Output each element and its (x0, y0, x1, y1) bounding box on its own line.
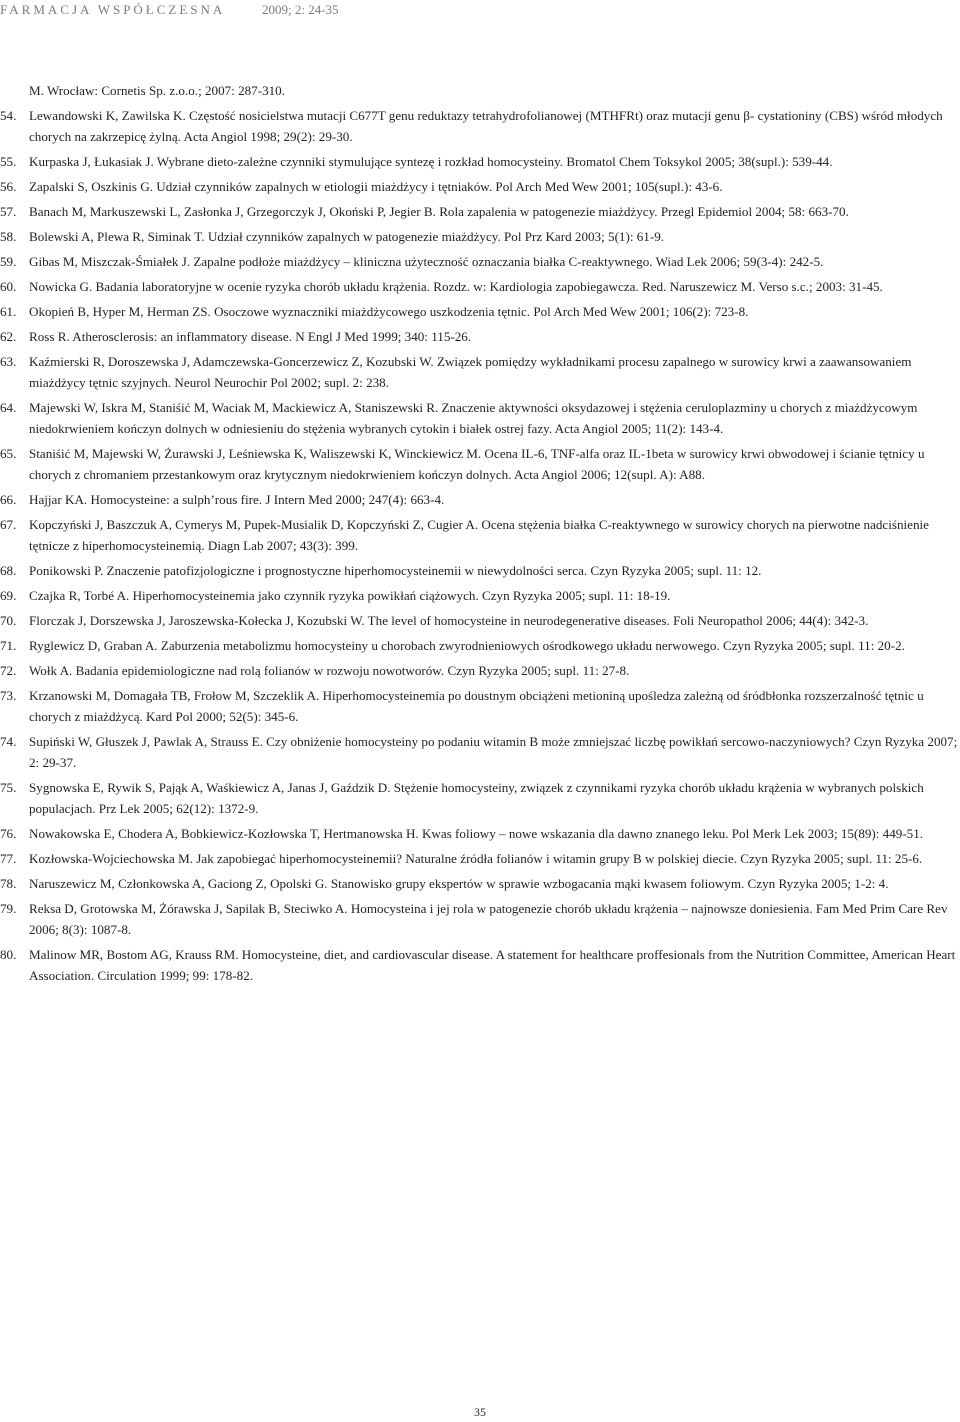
journal-issue: 2009; 2: 24-35 (262, 2, 339, 17)
reference-number: 69. (0, 588, 17, 603)
reference-item (0, 351, 960, 393)
reference-number: 80. (0, 947, 17, 962)
reference-text: Kaźmierski R, Doroszewska J, Adamczewska-Goncerzewicz Z, Kozubski W. Związek pomiędzy wykładnikami procesu zapalnego w surowicy krwi a zaawansowaniem miażdżycy tętnic szyjnych. Neurol Neurochir Pol 2002; supl. 2: 238. (29, 354, 912, 390)
reference-item (0, 201, 960, 222)
reference-number: 78. (0, 876, 17, 891)
reference-text: Okopień B, Hyper M, Herman ZS. Osoczowe wyznaczniki miażdżycowego uszkodzenia tętnic. Pol Arch Med Wew 2001; 106(2): 723-8. (29, 304, 749, 319)
reference-number: 64. (0, 400, 17, 415)
reference-item (0, 660, 960, 681)
reference-text: Kurpaska J, Łukasiak J. Wybrane dieto-zależne czynniki stymulujące syntezę i rozkład homocysteiny. Bromatol Chem Toksykol 2005; 38(supl.): 539-44. (29, 154, 833, 169)
reference-number: 74. (0, 734, 17, 749)
reference-number: 73. (0, 688, 17, 703)
reference-item (0, 489, 960, 510)
reference-text: Naruszewicz M, Członkowska A, Gaciong Z, Opolski G. Stanowisko grupy ekspertów w sprawie wzbogacania mąki kwasem foliowym. Czyn Ryzyka 2005; 1-2: 4. (29, 876, 889, 891)
reference-text: Supiński W, Głuszek J, Pawlak A, Strauss E. Czy obniżenie homocysteiny po podaniu witamin B może zmniejszać liczbę powikłań sercowo-naczyniowych? Czyn Ryzyka 2007; 2: 29-37. (29, 734, 958, 770)
reference-number: 55. (0, 154, 17, 169)
reference-item (0, 898, 960, 940)
reference-item (0, 777, 960, 819)
reference-text: Banach M, Markuszewski L, Zasłonka J, Grzegorczyk J, Okoński P, Jegier B. Rola zapalenia w patogenezie miażdżycy. Przegl Epidemiol 2004; 58: 663-70. (29, 204, 849, 219)
reference-text: Sygnowska E, Rywik S, Pająk A, Waśkiewicz A, Janas J, Gaździk D. Stężenie homocysteiny, związek z czynnikami ryzyka chorób układu krążenia w wybranych polskich populacjach. Prz Lek 2005; 62(12): 1372-9. (29, 780, 924, 816)
reference-text: Czajka R, Torbé A. Hiperhomocysteinemia jako czynnik ryzyka powikłań ciążowych. Czyn Ryzyka 2005; supl. 11: 18-19. (29, 588, 671, 603)
reference-number: 71. (0, 638, 17, 653)
reference-number: 79. (0, 901, 17, 916)
reference-number: 76. (0, 826, 17, 841)
running-header (0, 0, 960, 40)
reference-item (0, 176, 960, 197)
page-number: 35 (474, 1405, 486, 1419)
reference-item (0, 944, 960, 986)
reference-number: 63. (0, 354, 17, 369)
reference-number: 54. (0, 108, 17, 123)
reference-item (0, 610, 960, 631)
reference-number: 67. (0, 517, 17, 532)
reference-item (0, 514, 960, 556)
reference-text: Kopczyński J, Baszczuk A, Cymerys M, Pupek-Musialik D, Kopczyński Z, Cugier A. Ocena stężenia białka C-reaktywnego w surowicy chorych na pierwotne nadciśnienie tętnicze z hiperhomocysteinemią. Diagn Lab 2007; 43(3): 399. (29, 517, 929, 553)
reference-item (0, 251, 960, 272)
reference-text: Gibas M, Miszczak-Śmiałek J. Zapalne podłoże miażdżycy – kliniczna użyteczność oznaczania białka C-reaktywnego. Wiad Lek 2006; 59(3-4): 242-5. (29, 254, 824, 269)
reference-number: 62. (0, 329, 17, 344)
reference-text: Lewandowski K, Zawilska K. Częstość nosicielstwa mutacji C677T genu reduktazy tetrahydrofolianowej (MTHFRt) oraz mutacji genu β- cystationiny (CBS) wśród młodych chorych na zakrzepicę żylną. Acta Angiol 1998; 29(2): 29-30. (29, 108, 943, 144)
reference-text: Malinow MR, Bostom AG, Krauss RM. Homocysteine, diet, and cardiovascular disease. A statement for healthcare proffesionals from the Nutrition Committee, American Heart Association. Circulation 1999; 99: 178-82. (29, 947, 956, 983)
reference-item (0, 731, 960, 773)
reference-number: 77. (0, 851, 17, 866)
reference-list (0, 80, 960, 990)
reference-item (0, 301, 960, 322)
reference-number: 61. (0, 304, 17, 319)
reference-number: 58. (0, 229, 17, 244)
reference-text: Nowakowska E, Chodera A, Bobkiewicz-Kozłowska T, Hertmanowska H. Kwas foliowy – nowe wskazania dla dawno znanego leku. Pol Merk Lek 2003; 15(89): 449-51. (29, 826, 924, 841)
reference-item (0, 560, 960, 581)
reference-text: Krzanowski M, Domagała TB, Frołow M, Szczeklik A. Hiperhomocysteinemia po doustnym obciążeni metioniną upośledza zależną od śródbłonka rozszerzalność tętnic u chorych z miażdżycą. Kard Pol 2000; 52(5): 345-6. (29, 688, 924, 724)
reference-item (0, 685, 960, 727)
reference-text: Ponikowski P. Znaczenie patofizjologiczne i prognostyczne hiperhomocysteinemii w niewydolności serca. Czyn Ryzyka 2005; supl. 11: 12. (29, 563, 762, 578)
reference-number: 60. (0, 279, 17, 294)
reference-item (0, 585, 960, 606)
reference-number: 57. (0, 204, 17, 219)
reference-text: M. Wrocław: Cornetis Sp. z.o.o.; 2007: 287-310. (29, 83, 285, 98)
reference-text: Zapalski S, Oszkinis G. Udział czynników zapalnych w etiologii miażdżycy i tętniaków. Pol Arch Med Wew 2001; 105(supl.): 43-6. (29, 179, 723, 194)
reference-item (0, 848, 960, 869)
reference-number: 72. (0, 663, 17, 678)
reference-number: 75. (0, 780, 17, 795)
reference-text: Staniśić M, Majewski W, Żurawski J, Leśniewska K, Waliszewski K, Winckiewicz M. Ocena IL-6, TNF-alfa oraz IL-1beta w surowicy krwi obwodowej i ścianie tętnicy u chorych z chromaniem przestankowym oraz krytycznym niedokrwieniem kończyn dolnych. Acta Angiol 2006; 12(supl. A): A88. (29, 446, 925, 482)
reference-item (0, 635, 960, 656)
reference-text: Florczak J, Dorszewska J, Jaroszewska-Kołecka J, Kozubski W. The level of homocysteine in neurodegenerative diseases. Foli Neuropathol 2006; 44(4): 342-3. (29, 613, 869, 628)
reference-text: Ross R. Atherosclerosis: an inflammatory disease. N Engl J Med 1999; 340: 115-26. (29, 329, 472, 344)
reference-number: 65. (0, 446, 17, 461)
reference-text: Nowicka G. Badania laboratoryjne w ocenie ryzyka chorób układu krążenia. Rozdz. w: Kardiologia zapobiegawcza. Red. Naruszewicz M. Verso s.c.; 2003: 31-45. (29, 279, 883, 294)
reference-text: Ryglewicz D, Graban A. Zaburzenia metabolizmu homocysteiny u chorobach zwyrodnieniowych ośrodkowego układu nerwowego. Czyn Ryzyka 2005; supl. 11: 20-2. (29, 638, 905, 653)
reference-text: Majewski W, Iskra M, Staniśić M, Waciak M, Mackiewicz A, Staniszewski R. Znaczenie aktywności oksydazowej i stężenia ceruloplazminy u chorych z miażdżycowym niedokrwieniem kończyn dolnych w odniesieniu do stężenia wybranych cytokin i białek ostrej fazy. Acta Angiol 2005; 11(2): 143-4. (29, 400, 918, 436)
reference-text: Reksa D, Grotowska M, Żórawska J, Sapilak B, Steciwko A. Homocysteina i jej rola w patogenezie chorób układu krążenia – najnowsze doniesienia. Fam Med Prim Care Rev 2006; 8(3): 1087-8. (29, 901, 948, 937)
reference-item (0, 873, 960, 894)
reference-item (0, 823, 960, 844)
reference-item (0, 276, 960, 297)
reference-text: Hajjar KA. Homocysteine: a sulph’rous fire. J Intern Med 2000; 247(4): 663-4. (29, 492, 445, 507)
reference-text: Bolewski A, Plewa R, Siminak T. Udział czynników zapalnych w patogenezie miażdżycy. Pol Prz Kard 2003; 5(1): 61-9. (29, 229, 665, 244)
reference-item (0, 397, 960, 439)
reference-number: 70. (0, 613, 17, 628)
reference-text: Kozłowska-Wojciechowska M. Jak zapobiegać hiperhomocysteinemii? Naturalne źródła folianów i witamin grupy B w polskiej diecie. Czyn Ryzyka 2005; supl. 11: 25-6. (29, 851, 923, 866)
journal-title: FARMACJA WSPÓŁCZESNA (0, 2, 226, 17)
reference-item (0, 443, 960, 485)
reference-item (0, 226, 960, 247)
reference-number: 59. (0, 254, 17, 269)
reference-number: 66. (0, 492, 17, 507)
reference-number: 56. (0, 179, 17, 194)
reference-item (0, 151, 960, 172)
reference-item (0, 80, 960, 101)
reference-text: Wołk A. Badania epidemiologiczne nad rolą folianów w rozwoju nowotworów. Czyn Ryzyka 2005; supl. 11: 27-8. (29, 663, 630, 678)
reference-item (0, 326, 960, 347)
reference-item (0, 105, 960, 147)
reference-number: 68. (0, 563, 17, 578)
